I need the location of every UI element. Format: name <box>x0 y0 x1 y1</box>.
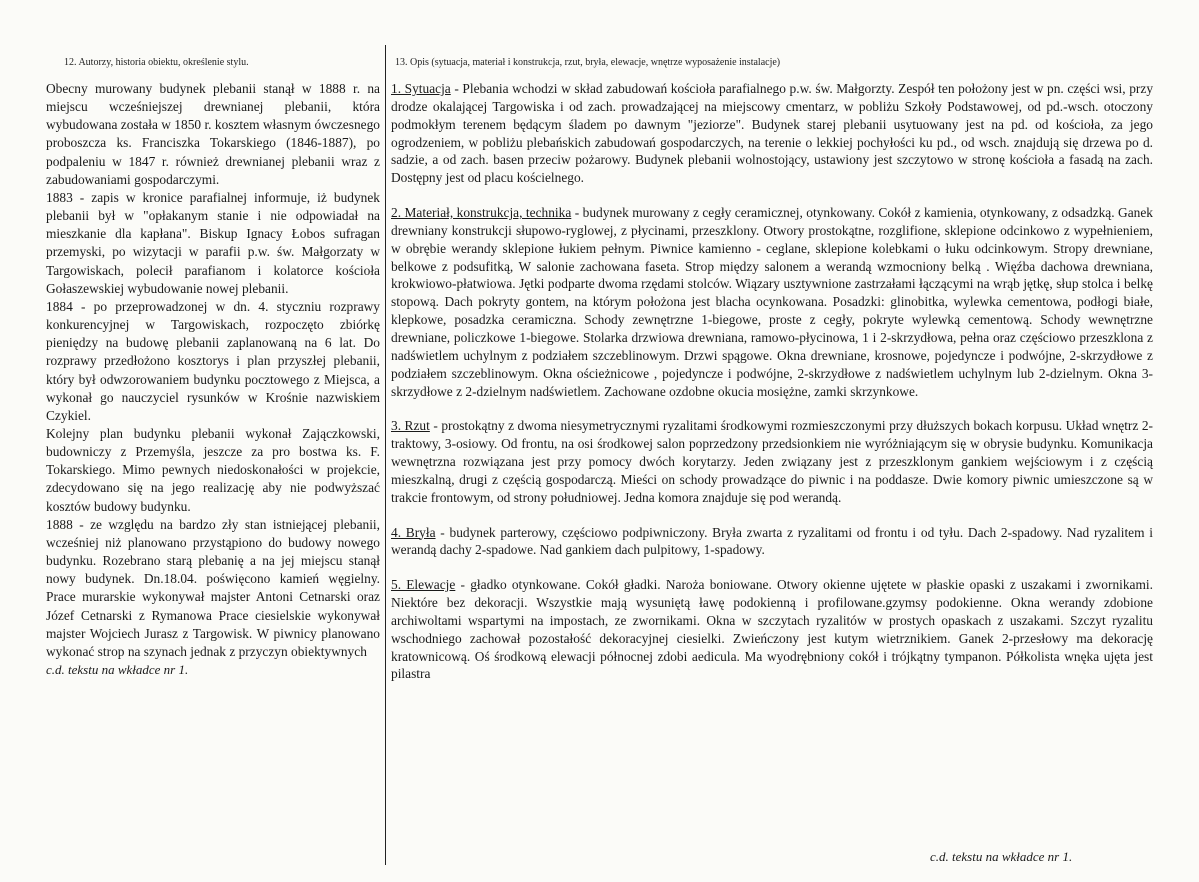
section-heading: 3. Rzut <box>391 418 430 434</box>
history-paragraph: 1888 - ze względu na bardzo zły stan istniejącej plebanii, wcześniej niż planowano przystąpiono do budowy nowego budynku. Rozebrano starą plebanię a na jej miejscu stanął nowy budynek. Dn.18.04. poświęcono kamień węgielny. Prace murarskie wykonywał majster Antoni Cetnarski oraz Józef Cetnarski z Rymanowa Prace ciesielskie wykonywał majster Wojciech Jurasz z Targowisk. W piwnicy planowano wykonać strop na szynach jednak z przyczyn obiektywnych <box>46 516 380 659</box>
section-situation <box>391 80 1153 187</box>
history-paragraph: 1884 - po przeprowadzonej w dn. 4. styczniu rozprawy konkurencyjnej w Targowiskach, rozpoczęto zbiórkę pieniędzy na budowę plebanii zaplanowaną na 6 lat. Do rozprawy przedłożono kosztorys i plan przyszłej plebanii, który był odwzorowaniem budynku pocztowego z Miejsca, a wykonał go nauczyciel rysunków w Krośnie nazwiskiem Czykiel. <box>46 298 380 423</box>
section-heading: 5. Elewacje <box>391 577 456 593</box>
section-heading: 2. Materiał, konstrukcja, technika <box>391 205 572 221</box>
right-column-text <box>391 80 1153 683</box>
section-massing <box>391 524 1153 560</box>
section-material <box>391 204 1153 400</box>
history-paragraph: Kolejny plan budynku plebanii wykonał Zajączkowski, budowniczy z Przemyśla, jeszcze za pro bostwa ks. F. Tokarskiego. Mimo pewnych niedoskonałości w projekcie, zdecydowano się na jego realizację aby nie podwyższać kosztów budowy budynku. <box>46 425 380 514</box>
history-paragraph: 1883 - zapis w kronice parafialnej informuje, iż budynek plebanii był w "opłakanym stanie i nie odpowiadał na mieszkanie dla kapłana". Biskup Ignacy Łobos sufragan przemyski, po wizytacji w parafii p.w. św. Małgorzaty w Targowiskach, polecił parafianom i kolatorce kościoła Gołaszewskiej wybudowanie nowej plebanii. <box>46 189 380 296</box>
section-plan <box>391 417 1153 506</box>
section-heading: 1. Sytuacja <box>391 81 451 96</box>
column-divider <box>385 45 386 865</box>
left-column <box>46 56 380 679</box>
left-continuation-note: c.d. tekstu na wkładce nr 1. <box>46 662 189 677</box>
section-body: - Plebania wchodzi w skład zabudowań kościoła parafialnego p.w. św. Małgorzty. Zespół ten położony jest w pn. części wsi, przy drodze okalającej Targowiska i od zach. prowadzającej na miejscowy cmentarz, w pobliżu Szkoły Podstawowej, od pd.-wsch. otoczony podmokłym terenem będącym śladem po dawnym "jeziorze". Budynek starej plebanii usytuowany jest na pd. od kościoła, za jego ogrodzeniem, w pobliżu plebańskich zabudowań gospodarczych, na terenie o lekkiej pochyłości ku pd., od wsch. znajdują się drzewa po d. sadzie, a od zach. basen przeciw pożarowy. Budynek plebanii wolnostojący, ustawiony jest szczytowo w stronę kościoła a fasadą na zach. Dostępny jest od placu kościelnego. <box>391 81 1154 186</box>
section-body: - prostokątny z dwoma niesymetrycznymi ryzalitami środkowymi rozmieszczonymi przy dłuższych bokach korpusu. Układ wnętrz 2-traktowy, 3-osiowy. Od frontu, na osi środkowej salon poprzedzony przedsionkiem nie wyróżniającym się w obrysie budynku. Komunikacja wewnętrzna rozwiązana jest przy pomocy dwóch korytarzy. Jeden związany jest z przeszklonym gankiem wejściowym i z częścią mieszkalną, drugi z częścią gospodarczą. Mieści on schody prowadzące do piwnic i na poddasze. Dwie komory piwnic umieszczone są w trakcie frontowym, od strony południowej. Jedna komora znajduje się pod werandą. <box>391 418 1153 505</box>
history-paragraph: Obecny murowany budynek plebanii stanął w 1888 r. na miejscu wcześniejszej drewnianej plebanii, która wybudowana została w 1850 r. kosztem własnym ówczesnego proboszcza ks. Franciszka Tokarskiego (1846-1887), po podpaleniu w 1847 r. również drewnianej plebanii wraz z zabudowaniami gospodarczymi. <box>46 81 380 187</box>
right-column <box>391 56 1153 683</box>
section-body: - budynek parterowy, częściowo podpiwniczony. Bryła zwarta z ryzalitami od frontu i od tyłu. Dach 2-spadowy. Nad ryzalitem i werandą dachy 2-spadowe. Nad gankiem dach pulpitowy, 1-spadowy. <box>391 524 1154 558</box>
right-column-header: 13. Opis (sytuacja, materiał i konstrukcja, rzut, bryła, elewacje, wnętrze wyposażenie instalacje) <box>395 57 781 68</box>
left-column-header: 12. Autorzy, historia obiektu, określenie stylu. <box>64 57 249 68</box>
section-heading: 4. Bryła <box>391 524 436 540</box>
right-continuation-note: c.d. tekstu na wkładce nr 1. <box>930 849 1073 864</box>
section-body: - gładko otynkowane. Cokół gładki. Naroża boniowane. Otwory okienne ujętete w płaskie opaski z uszakami i zwornikami. Niektóre bez dekoracji. Wszystkie mają wysuniętą ławę podokienną i profilowane.gzymsy podokienne. Okna werandy zdobione archiwoltami wspartymi na impostach, ze zwornikami. Okna w szczytach ryzalitów w prostych opaskach z uszakami. Szczyt ryzalitu wschodniego zachował pozostałość dekoracyjnej ciesielki. Zwieńczony jest kutym wietrznikiem. Ganek 2-przesłowy ma dekorację kratownicową. Oś środkową elewacji północnej zdobi aedicula. Ma wyodrębniony cokół i trójkątny tympanon. Półkolista wnęka ujęta jest pilastra <box>391 577 1153 682</box>
section-elevations <box>391 576 1153 683</box>
left-column-text <box>46 80 380 679</box>
section-body: - budynek murowany z cegły ceramicznej, otynkowany. Cokół z kamienia, otynkowany, z odsadzką. Ganek drewniany konstrukcji słupowo-ryglowej, z płycinami, przeszklony. Otwory prostokątne, rozglifione, sklepione odcinkowo z wypełnieniem, w obrębie werandy sklepione łukiem pełnym. Piwnice kamienno - ceglane, sklepione kolebkami o łuku odcinkowym. Stropy drewniane, belkowe z podsufitką, W salonie zachowana faseta. Strop między salonem a werandą wzmocniony belką . Więźba dachowa drewniana, krokwiowo-płatwiowa. Jętki podparte dwoma rzędami stolców. Wiązary usztywnione zastrzałami łączącymi na wrąb jętkę, słup stolca i belkę stopową. Dach pokryty gontem, na którym położona jest blacha ocynkowana. Posadzki: glinobitka, wylewka cementowa, podłogi białe, klepkowe, posadzka ceramiczna. Schody zewnętrzne 1-biegowe, proste z cegły, pokryte wylewką cementową. Schody wewnętrzne drewniane, policzkowe 1-biegowe. Stolarka drzwiowa drewniana, ramowo-płycinowa, 1 i 2-skrzydłowa, pełna oraz częściowo przeszklona z nadświetlem uchylnym z podziałem szczeblinowym. Drzwi spągowe. Okna drewniane, krosnowe, pojedyncze i podwójne, 2-skrzydłowe z podziałem szczeblinowym. Okna ościeżnicowe , pojedyncze i podwójne, 2-skrzydłowe z nadświetlem uchylnym lub 2-dzielnym. Okna 3-skrzydłowe z 2-dzielnym nadświetlem. Zachowane ozdobne okucia mosiężne, zamki skrzynkowe. <box>391 205 1153 399</box>
